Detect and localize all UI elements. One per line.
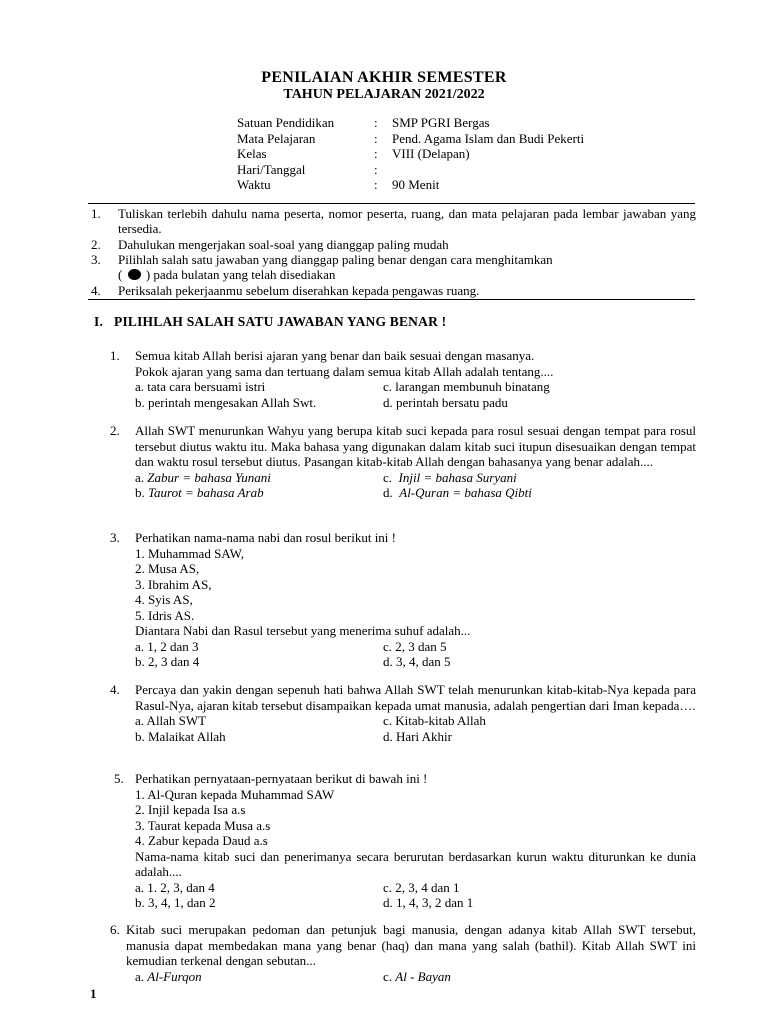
option-c[interactable]: c. larangan membunuh binatang xyxy=(383,379,550,394)
question-2: 2. Allah SWT menurunkan Wahyu yang berupa kitab suci kepada para rosul sesuai dengan tempat para rosul tersebut diutus waktu itu. Maka bahasa yang digunakan dalam kitab suci itupun disesuaikan dengan tempat dan waktu rosul tersebut diutus. Pasangan kitab-kitab Allah dengan bahasanya yang benar adalah.... a. Zabur = bahasa Yunani c. Injil = bahasa Suryani b. Taurot = bahasa Arab d. Al-Quran = bahasa Qibti xyxy=(110,423,696,500)
instruction-item: 4. Periksalah pekerjaanmu sebelum diserahkan kepada pengawas ruang. xyxy=(91,282,480,298)
option-d[interactable]: d. Hari Akhir xyxy=(383,728,452,744)
option-c[interactable]: c. 2, 3 dan 5 xyxy=(383,638,447,654)
page-number: 1 xyxy=(90,986,97,1001)
option-d[interactable]: d. Al-Quran = bahasa Qibti xyxy=(383,485,532,500)
option-c[interactable]: c. 2, 3, 4 dan 1 xyxy=(383,879,460,895)
options xyxy=(135,639,696,670)
option-d[interactable]: d. 1, 4, 3, 2 dan 1 xyxy=(383,895,474,910)
option-a[interactable]: a. 1. 2, 3, dan 4 xyxy=(135,879,215,895)
options xyxy=(135,713,696,744)
option-a[interactable]: a. Al-Furqon xyxy=(135,968,202,984)
option-a[interactable]: a. 1, 2 dan 3 xyxy=(135,638,199,654)
option-b[interactable]: b. 3, 4, 1, dan 2 xyxy=(135,895,216,910)
option-b[interactable]: b. Taurot = bahasa Arab xyxy=(135,485,264,500)
option-c[interactable]: c. Al - Bayan xyxy=(383,968,451,984)
instruction-item: 2. Dahulukan mengerjakan soal-soal yang dianggap paling mudah xyxy=(91,236,449,252)
option-a[interactable]: a. Allah SWT xyxy=(135,713,207,728)
options xyxy=(135,379,696,410)
section-heading: I. PILIHLAH SALAH SATU JAWABAN YANG BENAR ! xyxy=(94,314,447,329)
instruction-item: 3. Pilihlah salah satu jawaban yang dianggap paling benar dengan cara menghitamkan ( ) pada bulatan yang telah disediakan xyxy=(91,252,553,282)
option-d[interactable]: d. 3, 4, dan 5 xyxy=(383,654,451,669)
question-5: 5. Perhatikan pernyataan-pernyataan berikut di bawah ini ! 1. Al-Quran kepada Muhammad SAW 2. Injil kepada Isa a.s 3. Taurat kepada Musa a.s 4. Zabur kepada Daud a.s Nama-nama kitab suci dan penerimanya secara berurutan berdasarkan kurun waktu diturunkan ke dunia adalah.... a. 1. 2, 3, dan 4 c. 2, 3, 4 dan 1 b. 3, 4, 1, dan 2 d. 1, 4, 3, 2 dan 1 xyxy=(114,771,696,910)
exam-title: PENILAIAN AKHIR SEMESTER xyxy=(261,69,507,86)
question-4: 4. Percaya dan yakin dengan sepenuh hati bahwa Allah SWT telah menurunkan kitab-kitab-Nya kepada para Rasul-Nya, ajaran kitab tersebut disampaikan kepada umat manusia, adalah pengertian dari Iman kepada…. a. Allah SWT c. Kitab-kitab Allah b. Malaikat Allah d. Hari Akhir xyxy=(110,682,696,744)
list: 1. Al-Quran kepada Muhammad SAW 2. Injil kepada Isa a.s 3. Taurat kepada Musa a.s 4. Zabur kepada Daud a.s xyxy=(135,786,335,848)
filled-circle-icon xyxy=(128,269,141,280)
question-1: 1. Semua kitab Allah berisi ajaran yang benar dan baik sesuai dengan masanya. Pokok ajaran yang sama dan tertuang dalam semua kitab Allah adalah tentang.... a. tata cara bersuami istri c. larangan membunuh binatang b. perintah mengesakan Allah Swt. d. perintah bersatu padu xyxy=(110,348,696,410)
option-d[interactable]: d. perintah bersatu padu xyxy=(383,394,508,410)
options xyxy=(135,880,696,911)
option-c[interactable]: c. Injil = bahasa Suryani xyxy=(383,469,517,485)
question-3: 3. Perhatikan nama-nama nabi dan rosul berikut ini ! 1. Muhammad SAW, 2. Musa AS, 3. Ibrahim AS, 4. Syis AS, 5. Idris AS. Diantara Nabi dan Rasul tersebut yang menerima suhuf adalah... a. 1, 2 dan 3 c. 2, 3 dan 5 b. 2, 3 dan 4 d. 3, 4, dan 5 xyxy=(110,530,696,670)
option-c[interactable]: c. Kitab-kitab Allah xyxy=(383,713,486,728)
option-b[interactable]: b. Malaikat Allah xyxy=(135,728,226,744)
instructions xyxy=(88,206,696,298)
option-b[interactable]: b. perintah mengesakan Allah Swt. xyxy=(135,394,317,410)
option-b[interactable]: b. 2, 3 dan 4 xyxy=(135,654,200,669)
divider-top xyxy=(88,203,695,204)
option-a[interactable]: a. Zabur = bahasa Yunani xyxy=(135,469,271,485)
exam-subtitle: TAHUN PELAJARAN 2021/2022 xyxy=(283,87,485,102)
exam-page: PENILAIAN AKHIR SEMESTER TAHUN PELAJARAN 2021/2022 Satuan Pendidikan : SMP PGRI Bergas Mata Pelajaran : Pend. Agama Islam dan Budi Pekerti Kelas : VIII (Delapan) Hari/Tanggal : Waktu : 90 Menit 1. Tuliskan terlebih dahulu nama peserta, nomor peserta, ruang, dan mata pelajaran pada lembar jawaban yang tersedia. 2. Dahulukan mengerjakan soal-soal yang dianggap paling mudah 3. Pilihlah salah satu jawaban yang dianggap paling benar dengan cara menghitamkan ( ) pada bulatan yang telah disediakan 4. Periksalah pekerjaanmu sebelum diserahkan kepada pengawas ruang. I. PILIHLAH SALAH SATU JAWABAN YANG BENAR ! 1. Semua kitab Allah berisi ajaran yang benar dan baik sesuai dengan masanya. Pokok ajaran yang sama dan tertuang dalam semua kitab Allah adalah tentang.... a. tata cara bersuami istri c. larangan membunuh binatang b. perintah mengesakan Allah Swt. d. perintah bersatu padu 2. Allah SWT menurunkan Wahyu yang berupa kitab suci kepada para rosul sesuai dengan tempat para rosul tersebut diutus waktu itu. Maka bahasa yang digunakan dalam kitab suci itupun disesuaikan dengan tempat dan waktu rosul tersebut diutus. Pasangan kitab-kitab Allah dengan bahasanya yang benar adalah.... a. Zabur = bahasa Yunani c. Injil = bahasa Suryani b. Taurot = bahasa Arab d. Al-Quran = bahasa Qibti 3. Perhatikan nama-nama nabi dan rosul berikut ini ! 1. Muhammad SAW, 2. Musa AS, 3. Ibrahim AS, 4. Syis AS, 5. Idris AS. Diantara Nabi dan Rasul tersebut yang menerima suhuf adalah... a. 1, 2 dan 3 c. 2, 3 dan 5 b. 2, 3 dan 4 d. 3, 4, dan 5 4. Percaya dan yakin dengan sepenuh hati bahwa Allah SWT telah menurunkan kitab-kitab-Nya kepada para Rasul-Nya, ajaran kitab tersebut disampaikan kepada umat manusia, adalah pengertian dari Iman kepada…. a. Allah SWT c. Kitab-kitab Allah b. Malaikat Allah d. Hari Akhir 5. Perhatikan pernyataan-pernyataan berikut di bawah ini ! 1. Al-Quran kepada Muhammad SAW 2. Injil kepada Isa a.s 3. Taurat kepada Musa a.s 4. Zabur kepada Daud a.s Nama-nama kitab suci dan penerimanya secara berurutan berdasarkan kurun waktu diturunkan ke dunia adalah.... a. 1. 2, 3, dan 4 c. 2, 3, 4 dan 1 b. 3, 4, 1, dan 2 d. 1, 4, 3, 2 dan 1 6. Kitab suci merupakan pedoman dan petunjuk bagi manusia, dengan adanya kitab Allah SWT tersebut, manusia dapat membedakan mana yang benar (haq) dan mana yang salah (bathil). Kitab Allah SWT ini kemudian terkenal dengan sebutan... a. Al-Furqon c. Al - Bayan 1 xyxy=(0,0,768,1024)
divider-bottom xyxy=(88,299,695,300)
options xyxy=(135,470,696,501)
instruction-item: 1. Tuliskan terlebih dahulu nama peserta, nomor peserta, ruang, dan mata pelajaran pada lembar jawaban yang tersedia. xyxy=(91,206,696,236)
question-6: 6. Kitab suci merupakan pedoman dan petunjuk bagi manusia, dengan adanya kitab Allah SWT tersebut, manusia dapat membedakan mana yang benar (haq) dan mana yang salah (bathil). Kitab Allah SWT ini kemudian terkenal dengan sebutan... a. Al-Furqon c. Al - Bayan xyxy=(110,922,696,984)
options xyxy=(135,969,696,985)
option-a[interactable]: a. tata cara bersuami istri xyxy=(135,379,266,394)
list: 1. Muhammad SAW, 2. Musa AS, 3. Ibrahim AS, 4. Syis AS, 5. Idris AS. xyxy=(135,545,244,623)
